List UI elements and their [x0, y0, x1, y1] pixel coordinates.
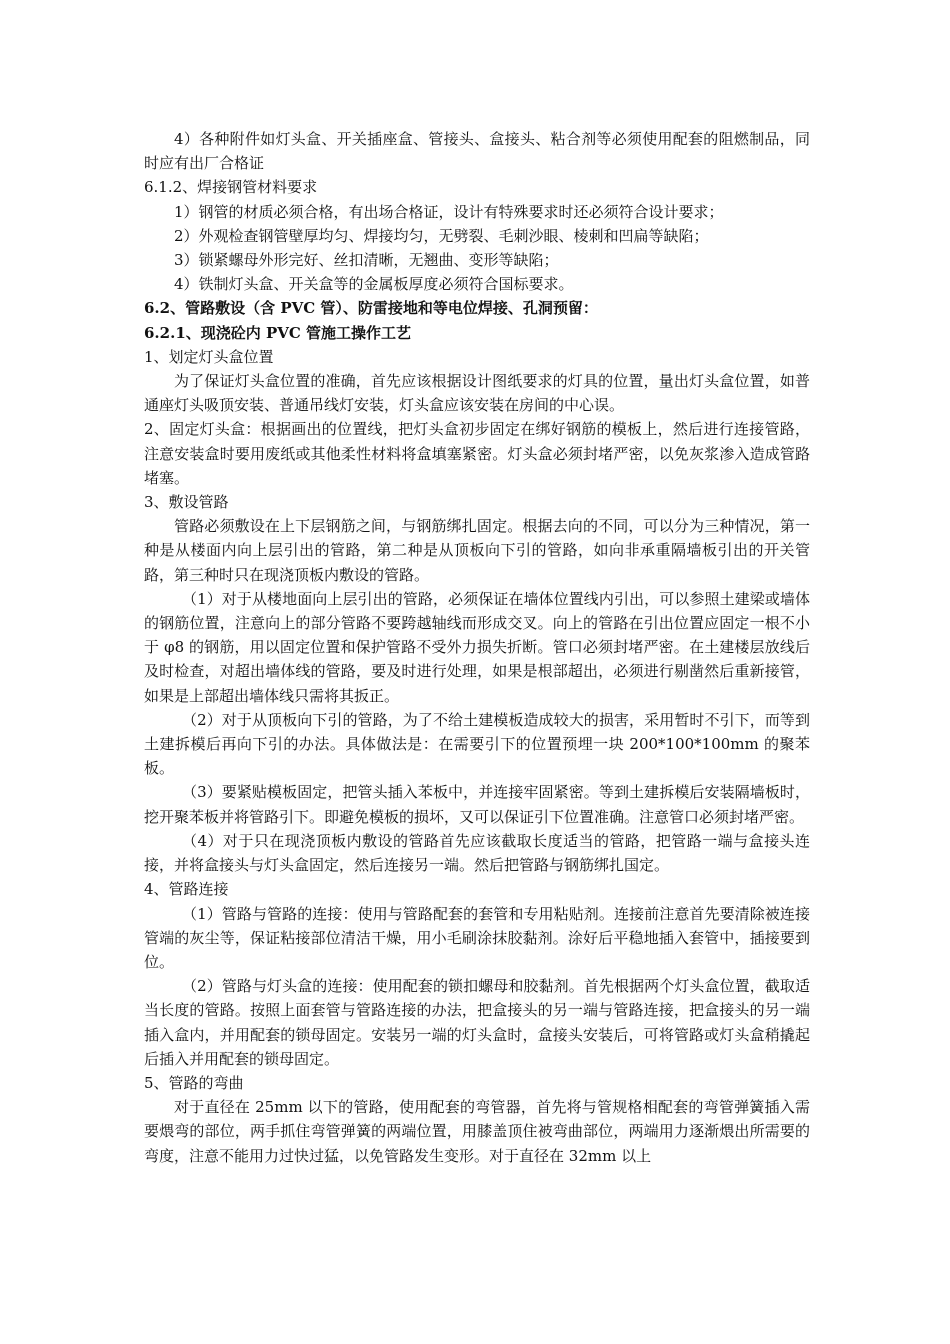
paragraph-fittings-fire-retardant: 4）各种附件如灯头盒、开关插座盒、管接头、盒接头、粘合剂等必须使用配套的阻燃制品，同时应有出厂合格证	[144, 130, 810, 173]
paragraph-laying-pipes: 管路必须敷设在上下层钢筋之间，与钢筋绑扎固定。根据去向的不同，可以分为三种情况，第一种是从楼面内向上层引出的管路，第二种是从顶板向下引的管路，如向非承重隔墙板引出的开关管路，第三种时只在现浇顶板内敷设的管路。	[144, 517, 810, 584]
paragraph-downward-pipes: （2）对于从顶板向下引的管路，为了不给土建模板造成较大的损害，采用暂时不引下，而等到土建拆模后再向下引的办法。具体做法是：在需要引下的位置预埋一块 200*100*100mm 的聚苯板。	[144, 710, 810, 778]
list-item-appearance-check: 2）外观检查钢管壁厚均匀、焊接均匀，无劈裂、毛刺沙眼、棱刺和凹扁等缺陷；	[174, 226, 709, 245]
step-heading-4: 4、管路连接	[144, 880, 229, 899]
paragraph-formwork-fixing: （3）要紧贴模板固定，把管头插入苯板中，并连接牢固紧密。等到土建拆模后安装隔墙板时，挖开聚苯板并将管路引下。即避免模板的损坏，又可以保证引下位置准确。注意管口必须封堵严密。	[144, 783, 810, 826]
paragraph-pipe-to-pipe: （1）管路与管路的连接：使用与管路配套的套管和专用粘贴剂。连接前注意首先要清除被连接管端的灰尘等，保证粘接部位清洁干燥，用小毛刷涂抹胶黏剂。涂好后平稳地插入套管中，插接要到位。	[144, 904, 810, 971]
list-item-iron-box: 4）铁制灯头盒、开关盒等的金属板厚度必须符合国标要求。	[174, 275, 574, 294]
paragraph-lamp-box-position: 为了保证灯头盒位置的准确，首先应该根据设计图纸要求的灯具的位置，量出灯头盒位置，如普通座灯头吸顶安装、普通吊线灯安装，灯头盒应该安装在房间的中心误。	[144, 372, 810, 415]
list-item-steel-material: 1）钢管的材质必须合格，有出场合格证，设计有特殊要求时还必须符合设计要求；	[174, 202, 724, 221]
paragraph-pipe-bending: 对于直径在 25mm 以下的管路，使用配套的弯管器，首先将与管规格相配套的弯管弹簧插入需要煨弯的部位，两手抓住弯管弹簧的两端位置，用膝盖顶住被弯曲部位，两端用力逐渐煨出所需要的弯度，注意不能用力过快过猛，以免管路发生变形。对于直径在 32mm 以上	[144, 1098, 810, 1165]
heading-6-1-2: 6.1.2、焊接钢管材料要求	[144, 178, 318, 197]
step-heading-1: 1、划定灯头盒位置	[144, 347, 274, 366]
paragraph-fix-lamp-box: 2、固定灯头盒：根据画出的位置线，把灯头盒初步固定在绑好钢筋的模板上，然后进行连接管路，注意安装盒时要用废纸或其他柔性材料将盒填塞紧密。灯头盒必须封堵严密，以免灰浆渗入造成管路堵塞。	[144, 420, 810, 487]
paragraph-pipe-to-box: （2）管路与灯头盒的连接：使用配套的锁扣螺母和胶黏剂。首先根据两个灯头盒位置，截取适当长度的管路。按照上面套管与管路连接的办法，把盒接头的另一端与管路连接，把盒接头的另一端插入盒内，并用配套的锁母固定。安装另一端的灯头盒时，盒接头安装后，可将管路或灯头盒稍撬起后插入并用配套的锁母固定。	[144, 977, 810, 1068]
paragraph-upward-pipes: （1）对于从楼地面向上层引出的管路，必须保证在墙体位置线内引出，可以参照土建梁或墙体的钢筋位置，注意向上的部分管路不要跨越轴线而形成交叉。向上的管路在引出位置应固定一根不小于 φ8 的钢筋，用以固定位置和保护管路不受外力损失折断。管口必须封堵严密。在土建楼层放线后及时检查，对超出墙体线的管路，要及时进行处理，如果是根部超出，必须进行剔凿然后重新接管，如果是上部超出墙体线只需将其扳正。	[144, 589, 810, 705]
document-body	[144, 127, 810, 1168]
step-heading-5: 5、管路的弯曲	[144, 1073, 244, 1092]
heading-6-2: 6.2、管路敷设（含 PVC 管）、防雷接地和等电位焊接、孔洞预留：	[144, 299, 598, 318]
list-item-lock-nut: 3）锁紧螺母外形完好、丝扣清晰，无翘曲、变形等缺陷；	[174, 251, 559, 270]
heading-6-2-1: 6.2.1、现浇砼内 PVC 管施工操作工艺	[144, 323, 412, 342]
step-heading-3: 3、敷设管路	[144, 493, 229, 512]
paragraph-slab-pipes: （4）对于只在现浇顶板内敷设的管路首先应该截取长度适当的管路，把管路一端与盒接头连接，并将盒接头与灯头盒固定，然后连接另一端。然后把管路与钢筋绑扎国定。	[144, 831, 810, 875]
